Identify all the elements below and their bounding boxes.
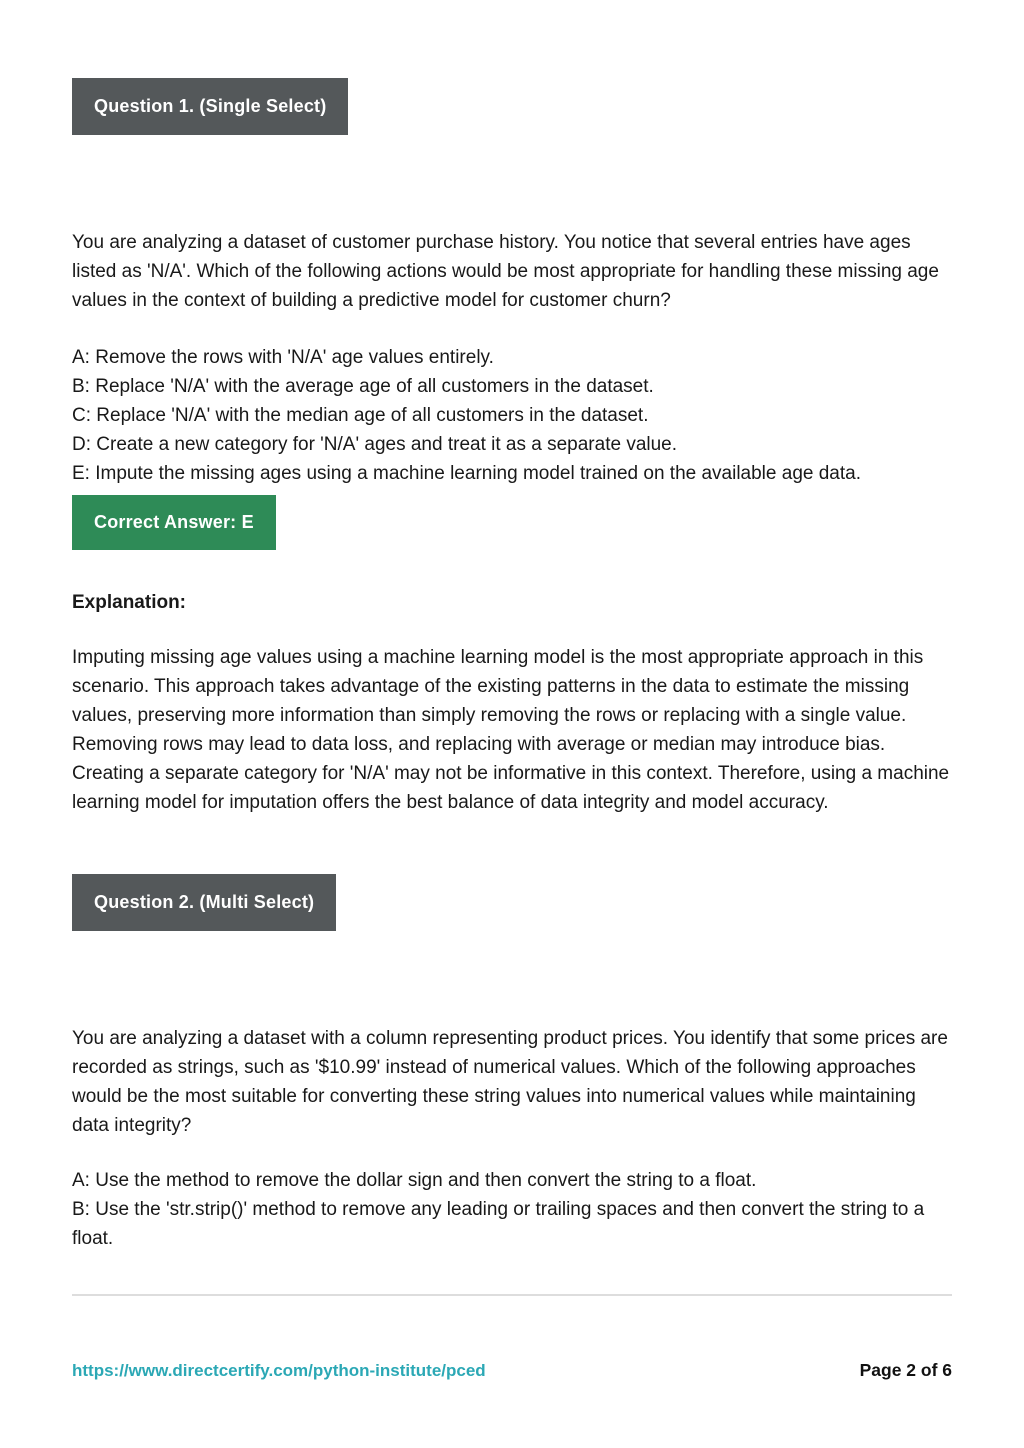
question-1-badge: Question 1. (Single Select) — [72, 78, 348, 135]
footer — [72, 1360, 952, 1381]
option-e: E: Impute the missing ages using a machine learning model trained on the available age data. — [72, 463, 861, 484]
correct-answer-badge: Correct Answer: E — [72, 495, 276, 550]
question-2-text: You are analyzing a dataset with a column representing product prices. You identify that some prices are recorded as strings, such as '$10.99' instead of numerical values. Which of the following approaches would be the most suitable for converting these string values into numerical values while maintaining data integrity? — [72, 1028, 948, 1136]
option-a: A: Remove the rows with 'N/A' age values entirely. — [72, 347, 494, 368]
explanation-text: Imputing missing age values using a machine learning model is the most appropriate approach in this scenario. This approach takes advantage of the existing patterns in the data to estimate the missing values, preserving more information than simply removing the rows or replacing with a single value. Removing rows may lead to data loss, and replacing with average or median may introduce bias. Creating a separate category for 'N/A' may not be informative in this context. Therefore, using a machine learning model for imputation offers the best balance of data integrity and model accuracy. — [72, 647, 950, 813]
question-2-badge: Question 2. (Multi Select) — [72, 874, 336, 931]
page-number: Page 2 of 6 — [859, 1360, 952, 1380]
option-d: D: Create a new category for 'N/A' ages and treat it as a separate value. — [72, 434, 678, 455]
footer-divider — [72, 1294, 952, 1296]
question-2-options — [72, 1166, 952, 1253]
option-a: A: Use the method to remove the dollar sign and then convert the string to a float. — [72, 1170, 757, 1191]
explanation-heading: Explanation: — [72, 592, 187, 613]
option-b: B: Use the 'str.strip()' method to remove any leading or trailing spaces and then convert the string to a float. — [72, 1199, 925, 1249]
question-1-options — [72, 343, 952, 488]
option-b: B: Replace 'N/A' with the average age of all customers in the dataset. — [72, 376, 654, 397]
footer-link[interactable]: https://www.directcertify.com/python-institute/pced — [72, 1361, 486, 1380]
option-c: C: Replace 'N/A' with the median age of all customers in the dataset. — [72, 405, 649, 426]
question-1-text: You are analyzing a dataset of customer purchase history. You notice that several entries have ages listed as 'N/A'. Which of the following actions would be most appropriate for handling these missing age values in the context of building a predictive model for customer churn? — [72, 232, 939, 311]
